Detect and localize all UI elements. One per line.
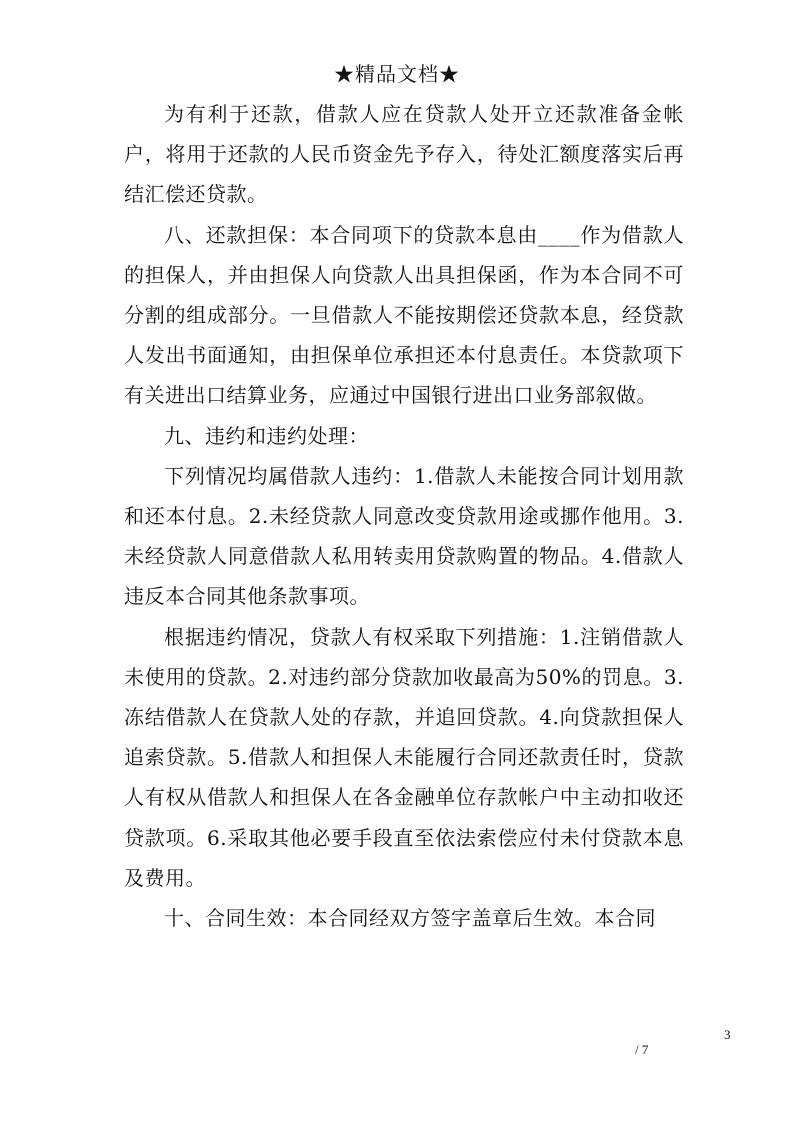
paragraph-repayment-reserve: 为有利于还款，借款人应在贷款人处开立还款准备金帐户，将用于还款的人民币资金先予存入，待处汇额度落实后再结汇偿还贷款。 [124,102,684,207]
paragraph-contract-effective: 十、合同生效：本合同经双方签字盖章后生效。本合同 [164,906,656,931]
paragraph-default-cases: 下列情况均属借款人违约：1.借款人未能按合同计划用款和还本付息。2.未经贷款人同意改变贷款用途或挪作他用。3.未经贷款人同意借款人私用转卖用贷款购置的物品。4.借款人违反本合同其他条款事项。 [124,463,684,609]
document-body [124,94,684,938]
paragraph-default-measures: 根据违约情况，贷款人有权采取下列措施：1.注销借款人未使用的贷款。2.对违约部分贷款加收最高为50%的罚息。3.冻结借款人在贷款人处的存款，并追回贷款。4.向贷款担保人追索贷款。5.借款人和担保人未能履行合同还款责任时，贷款人有权从借款人和担保人在各金融单位存款帐户中主动扣收还贷款项。6.采取其他必要手段直至依法索偿应付未付贷款本息及费用。 [124,624,684,890]
paragraph-repayment-guarantee: 八、还款担保：本合同项下的贷款本息由____作为借款人的担保人，并由担保人向贷款人出具担保函，作为本合同不可分割的组成部分。一旦借款人不能按期偿还贷款本息，经贷款人发出书面通知，由担保单位承担还本付息责任。本贷款项下有关进出口结算业务，应通过中国银行进出口业务部叙做。 [124,222,684,408]
page-total: / 7 [635,1042,649,1057]
paragraph-default-heading: 九、违约和违约处理： [164,423,369,448]
document-header: ★精品文档★ [334,62,460,86]
page-number: 3 [724,1027,731,1042]
